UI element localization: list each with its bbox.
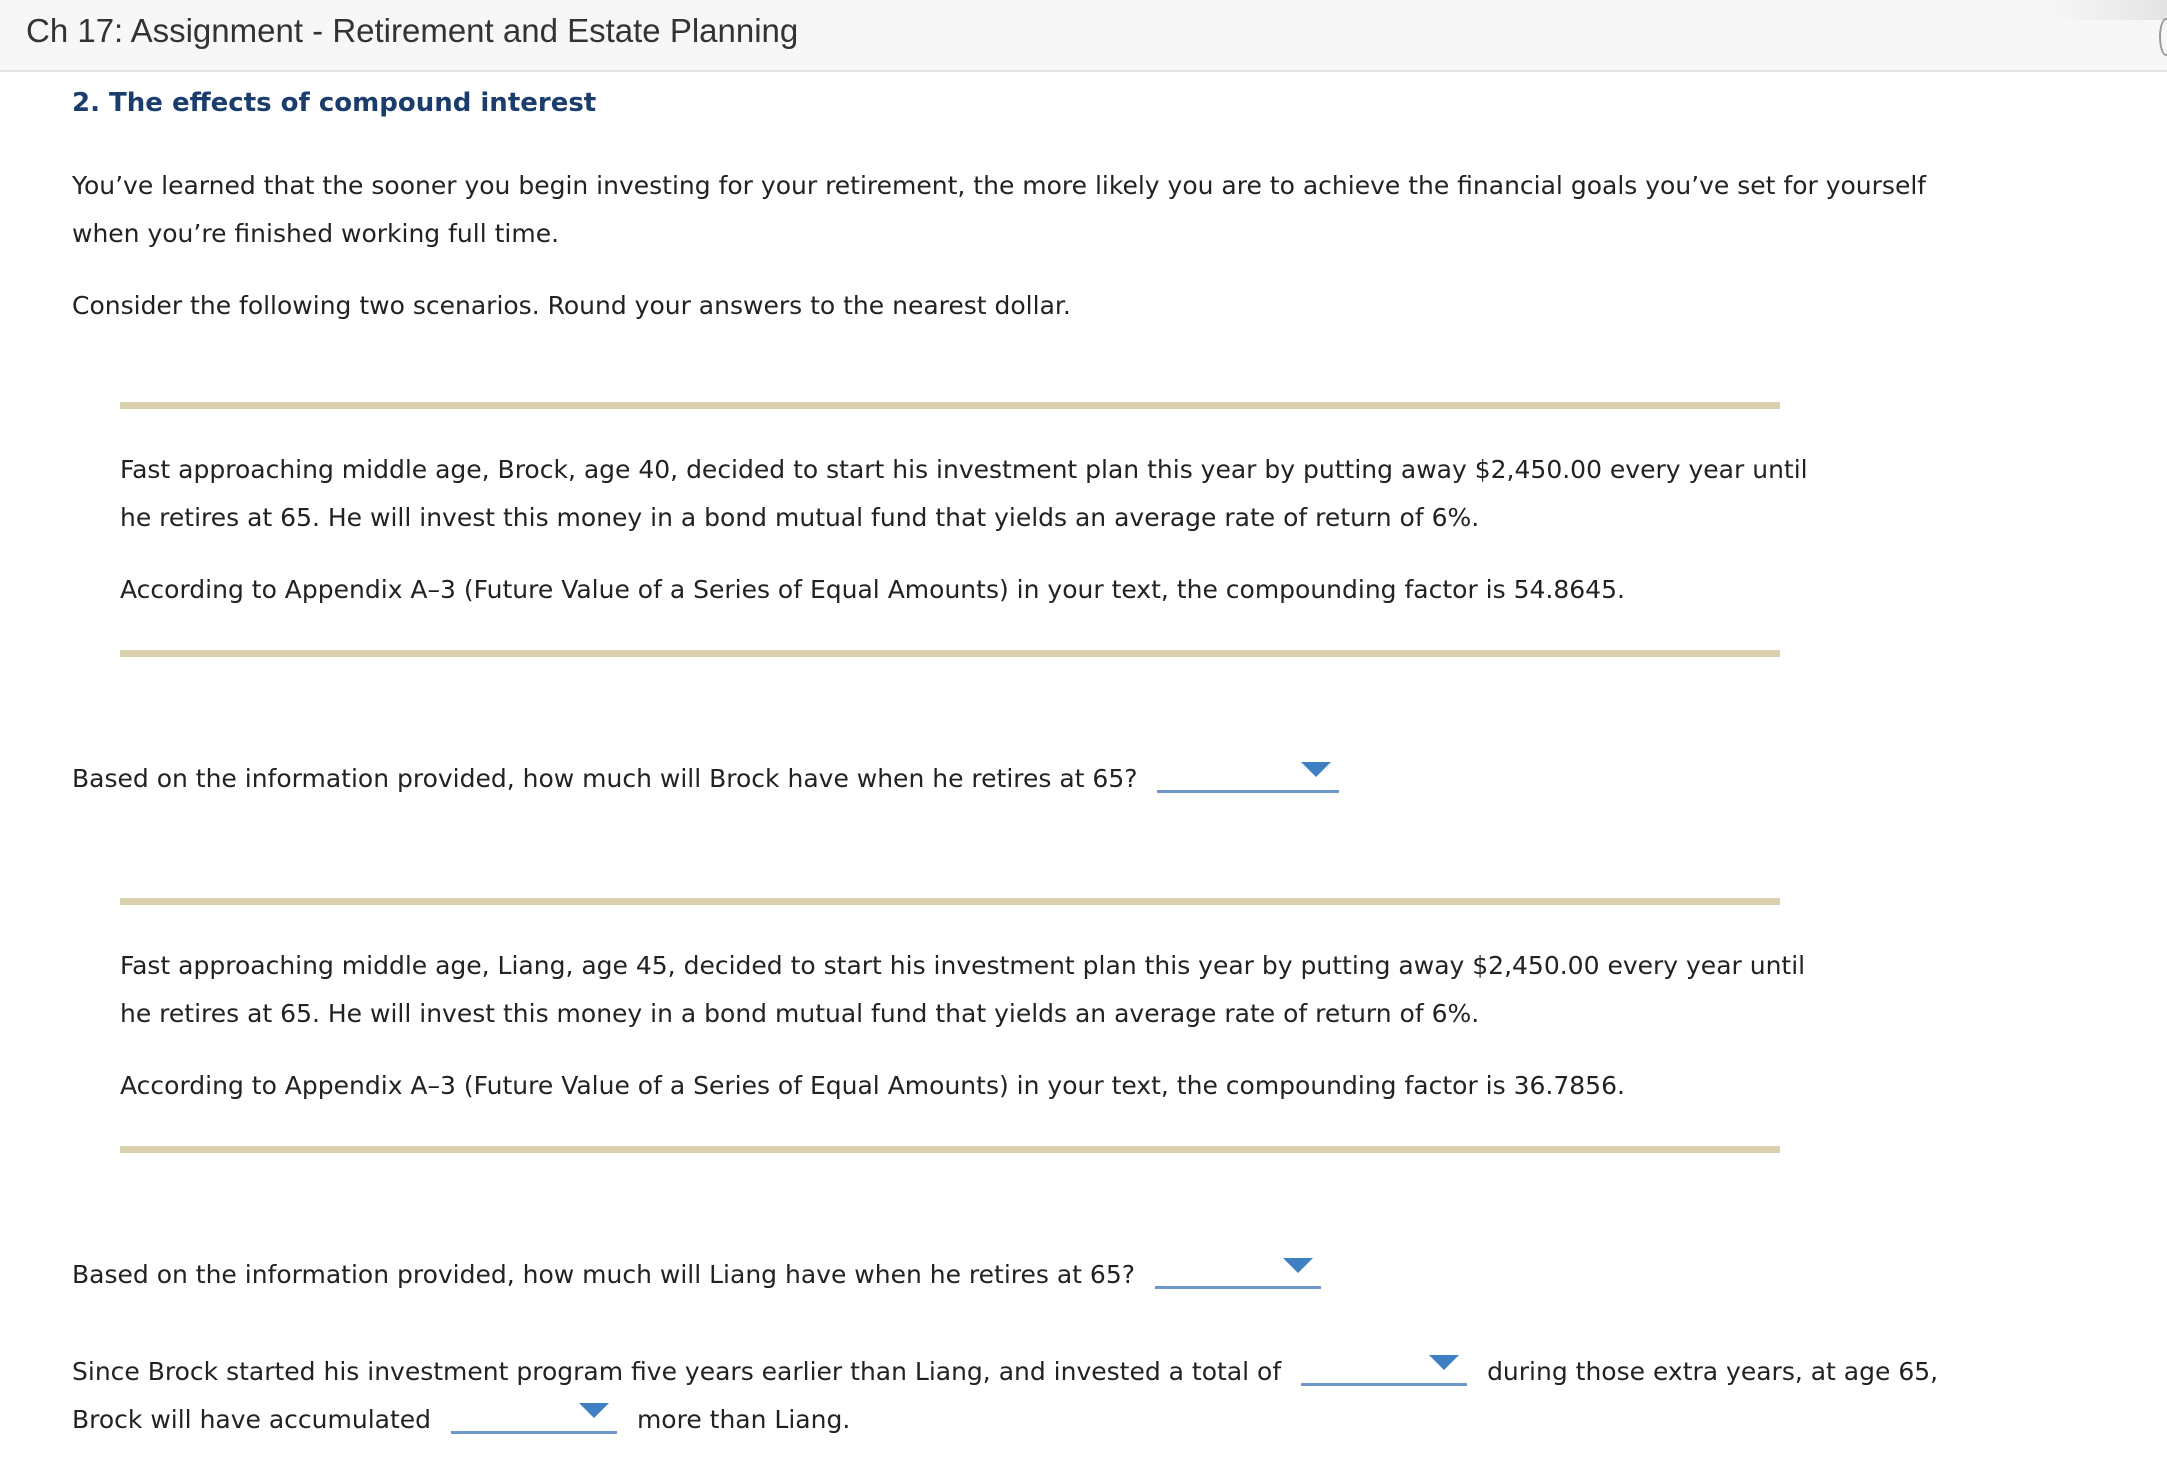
- intro-line-1: You’ve learned that the sooner you begin investing for your retirement, the more likely you are to achieve the financial goals you’ve set for yourself: [72, 171, 1927, 200]
- comparison-text-c: Brock will have accumulated: [72, 1405, 432, 1434]
- comparison-text-b: during those extra years, at age 65,: [1487, 1357, 1939, 1386]
- question-heading: 2. The effects of compound interest: [72, 88, 597, 118]
- scenario-brock-line-1: Fast approaching middle age, Brock, age 40, decided to start his investment plan this year by putting away $2,450.00 every year until: [120, 455, 1808, 484]
- scenario-divider: [120, 402, 1780, 409]
- scenario-divider: [120, 650, 1780, 657]
- comparison-text-a: Since Brock started his investment program five years earlier than Liang, and invested a total of: [72, 1357, 1282, 1386]
- comparison-line-1: [72, 1348, 1938, 1396]
- scenario-divider: [120, 1146, 1780, 1153]
- scenario-brock: [120, 446, 1808, 614]
- accumulated-difference-dropdown[interactable]: [451, 1397, 617, 1434]
- header-shadow: [2047, 0, 2167, 20]
- scenario-divider: [120, 898, 1780, 905]
- question-liang-text: Based on the information provided, how much will Liang have when he retires at 65?: [72, 1260, 1136, 1289]
- comparison-line-2: [72, 1396, 1938, 1444]
- chevron-down-icon: [1301, 762, 1331, 777]
- liang-amount-dropdown[interactable]: [1155, 1252, 1321, 1289]
- scenario-brock-line-3: According to Appendix A–3 (Future Value of a Series of Equal Amounts) in your text, the compounding factor is 54.8645.: [120, 575, 1625, 604]
- scenario-liang: [120, 942, 1805, 1110]
- question-brock: [72, 755, 1339, 803]
- extra-invested-dropdown[interactable]: [1301, 1349, 1467, 1386]
- intro-paragraph: [72, 162, 1926, 258]
- brock-amount-dropdown[interactable]: [1157, 756, 1339, 793]
- assignment-title: Ch 17: Assignment - Retirement and Estate Planning: [26, 12, 799, 49]
- scenario-brock-line-2: he retires at 65. He will invest this money in a bond mutual fund that yields an average rate of return of 6%.: [120, 503, 1480, 532]
- question-liang: [72, 1251, 1321, 1299]
- question-comparison: [72, 1348, 1938, 1444]
- chevron-down-icon: [1429, 1355, 1459, 1370]
- comparison-text-d: more than Liang.: [636, 1405, 851, 1434]
- edge-control-icon[interactable]: [2159, 18, 2167, 56]
- scenario-liang-line-1: Fast approaching middle age, Liang, age 45, decided to start his investment plan this year by putting away $2,450.00 every year until: [120, 951, 1806, 980]
- assignment-header-bar: [0, 0, 2167, 72]
- chevron-down-icon: [579, 1403, 609, 1418]
- intro-line-2: when you’re finished working full time.: [72, 219, 560, 248]
- instruction-text: Consider the following two scenarios. Round your answers to the nearest dollar.: [72, 291, 1071, 320]
- scenario-liang-line-3: According to Appendix A–3 (Future Value of a Series of Equal Amounts) in your text, the compounding factor is 36.7856.: [120, 1071, 1625, 1100]
- scenario-liang-line-2: he retires at 65. He will invest this money in a bond mutual fund that yields an average rate of return of 6%.: [120, 999, 1480, 1028]
- question-brock-text: Based on the information provided, how much will Brock have when he retires at 65?: [72, 764, 1138, 793]
- chevron-down-icon: [1283, 1258, 1313, 1273]
